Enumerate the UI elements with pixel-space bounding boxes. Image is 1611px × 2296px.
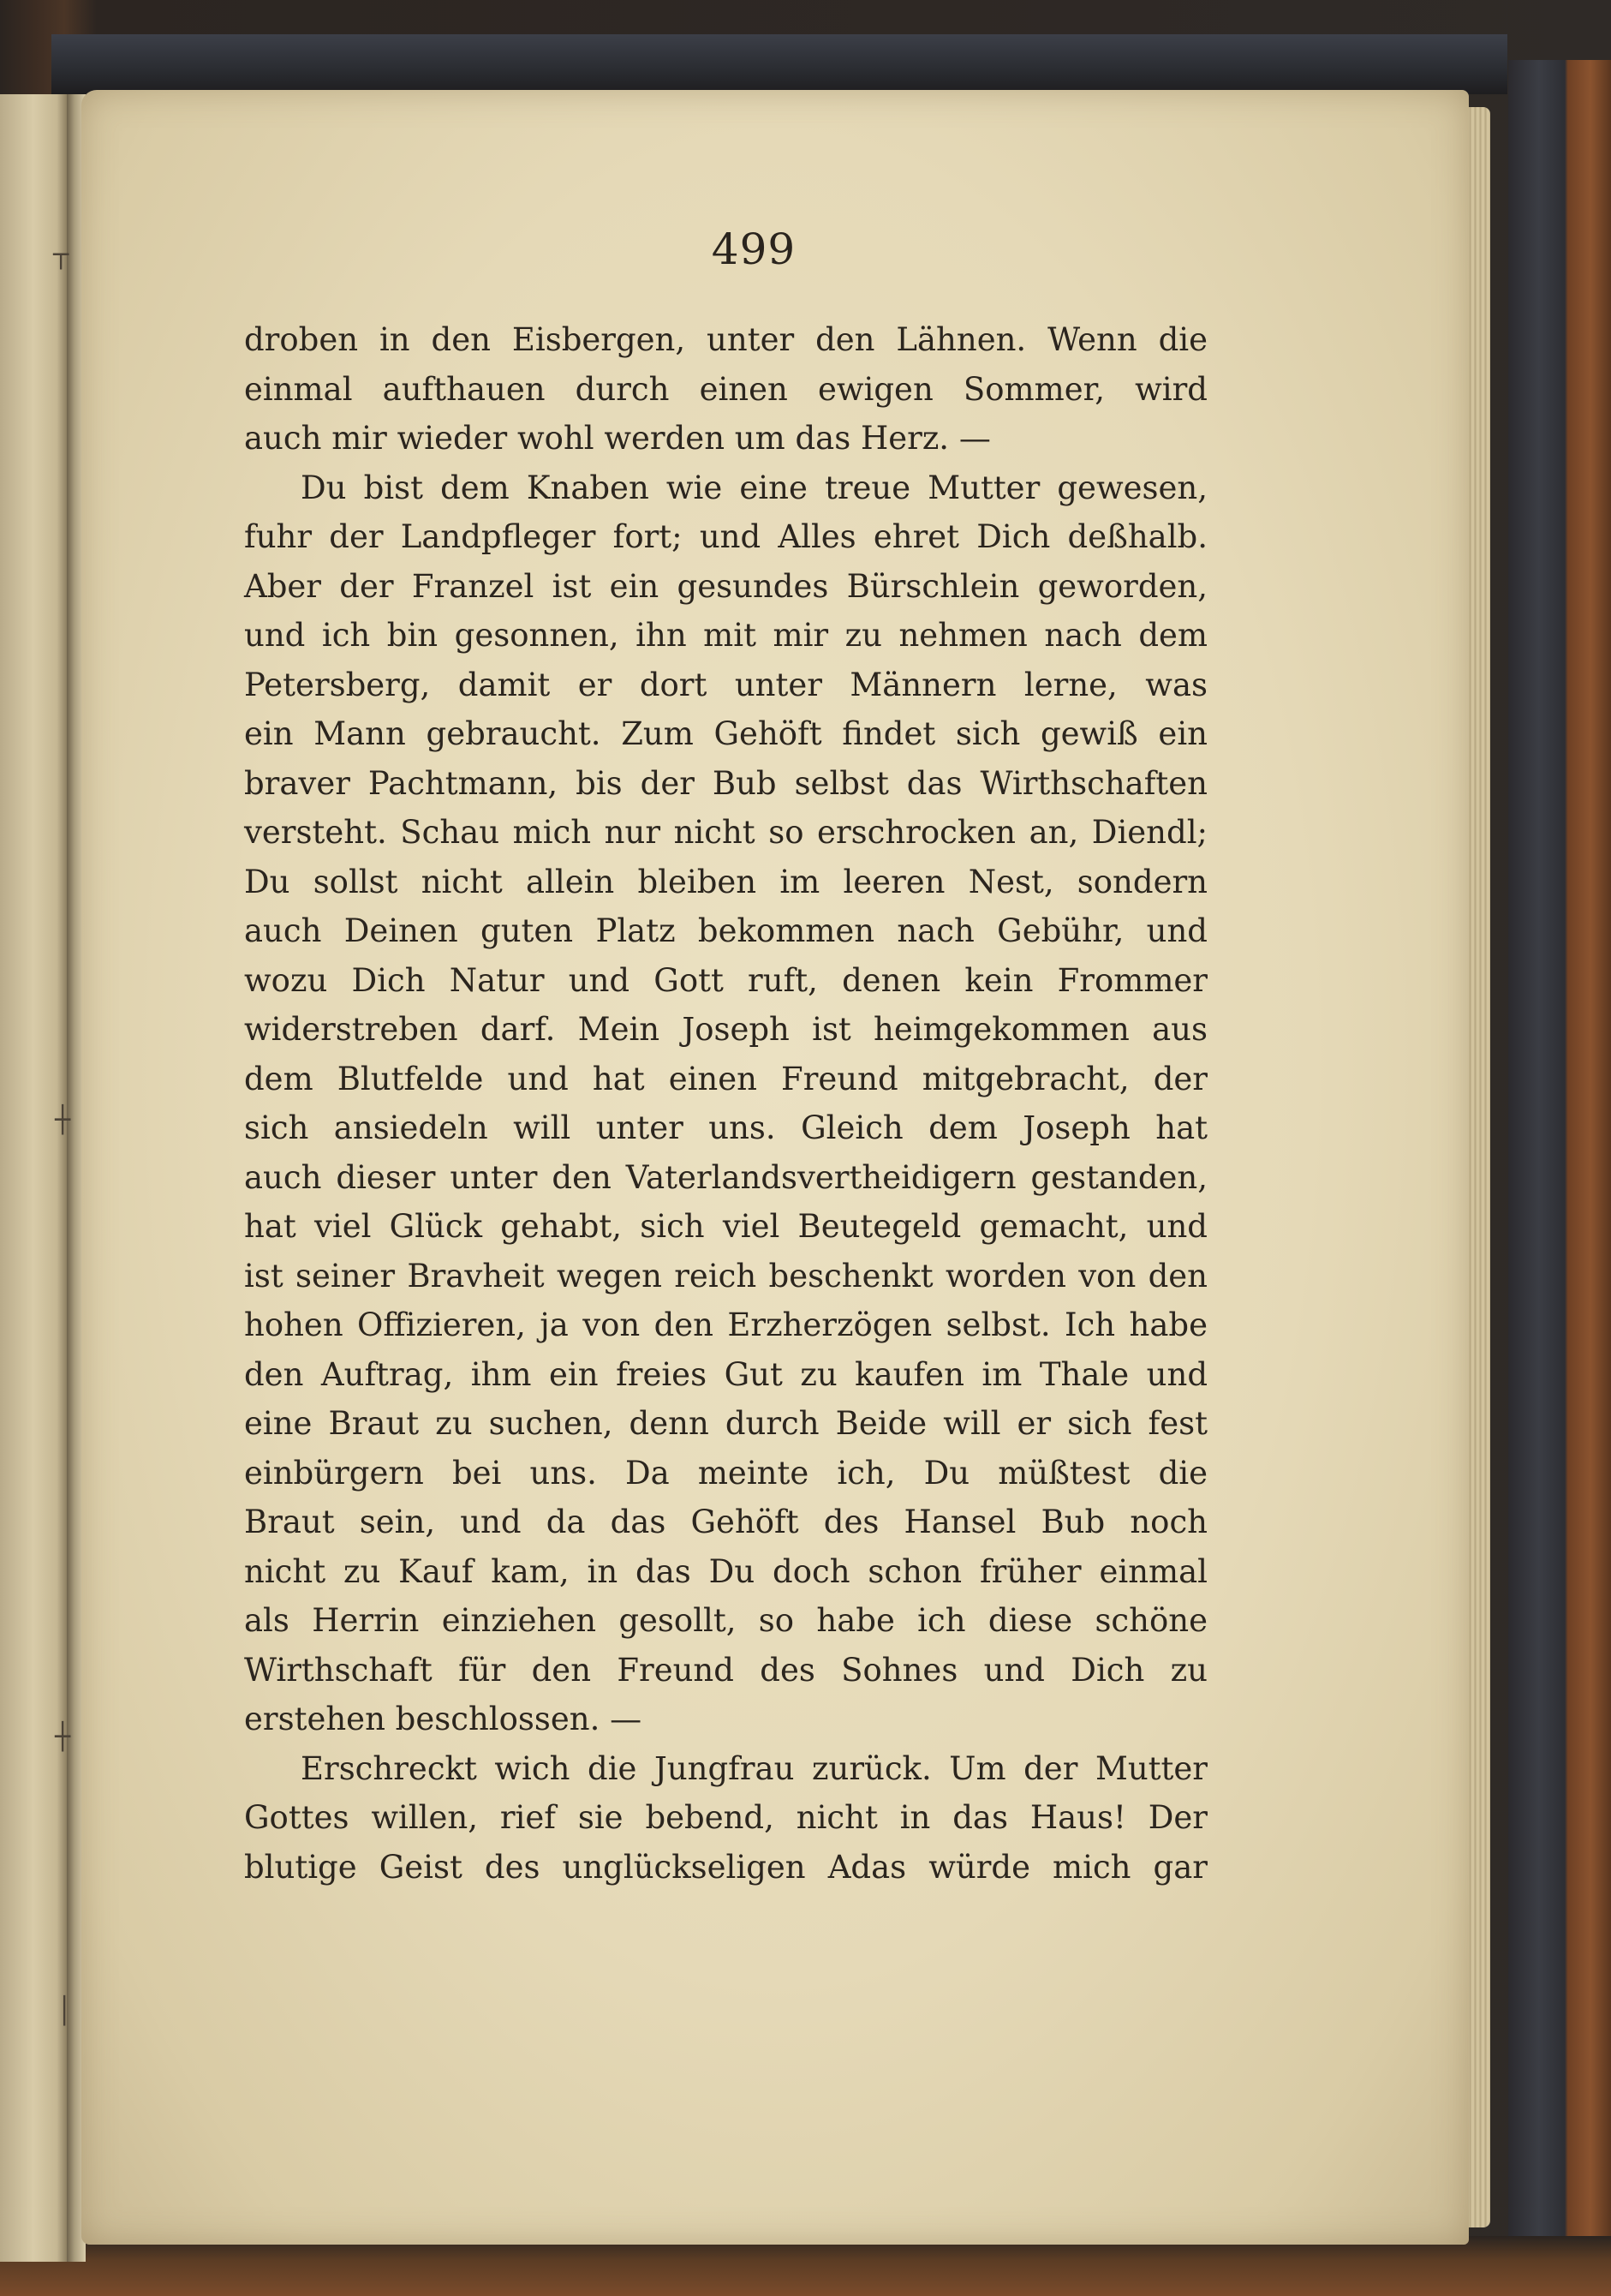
text-line: versteht. Schau mich nur nicht so erschrocken an, Diendl;: [244, 814, 1208, 851]
cover-right-edge: [1508, 60, 1611, 2253]
text-line: wozu Dich Natur und Gott ruft, denen kein Frommer: [244, 961, 1208, 999]
text-line: einmal aufthauen durch einen ewigen Sommer, wird: [244, 370, 1208, 408]
text-line: Du sollst nicht allein bleiben im leeren Nest, sondern: [244, 863, 1208, 900]
cover-top-edge: [51, 34, 1507, 94]
left-page-edge: [0, 94, 67, 2262]
text-line: Braut sein, und da das Gehöft des Hansel Bub noch: [244, 1504, 1208, 1540]
text-line: den Auftrag, ihm ein freies Gut zu kaufen im Thale und: [244, 1355, 1208, 1393]
body-text: [244, 315, 1208, 1892]
text-line: hat viel Glück gehabt, sich viel Beutegeld gemacht, und: [244, 1208, 1208, 1245]
text-line: Petersberg, damit er dort unter Männern lerne, was: [244, 666, 1208, 703]
text-line: nicht zu Kauf kam, in das Du doch schon früher einmal: [244, 1552, 1208, 1590]
text-line: blutige Geist des unglückseligen Adas würde mich gar: [244, 1848, 1208, 1886]
binding-thread-mark: ┬: [53, 240, 69, 270]
binding-thread-mark: ┼: [55, 1105, 71, 1135]
page-number: 499: [711, 224, 797, 274]
cover-bottom-edge: [0, 2236, 1611, 2296]
text-line: auch dieser unter den Vaterlandsvertheidigern gestanden,: [244, 1158, 1208, 1196]
text-line: braver Pachtmann, bis der Bub selbst das Wirthschaften: [244, 764, 1208, 802]
text-line: erstehen beschlossen. —: [244, 1701, 642, 1737]
text-line: Wirthschaft für den Freund des Sohnes und Dich zu: [244, 1651, 1208, 1689]
text-line: ist seiner Bravheit wegen reich beschenkt worden von den: [244, 1257, 1208, 1294]
text-line: Du bist dem Knaben wie eine treue Mutter gewesen,: [301, 469, 1208, 506]
text-line: fuhr der Landpfleger fort; und Alles ehret Dich deßhalb.: [244, 518, 1208, 555]
binding-thread-mark: ┼: [55, 1722, 71, 1752]
text-line: als Herrin einziehen gesollt, so habe ich diese schöne: [244, 1602, 1208, 1639]
text-line: sich ansiedeln will unter uns. Gleich dem Joseph hat: [244, 1109, 1208, 1146]
text-line: ein Mann gebraucht. Zum Gehöft findet sich gewiß ein: [244, 715, 1208, 752]
text-line: auch mir wieder wohl werden um das Herz. —: [244, 420, 991, 457]
text-line: auch Deinen guten Platz bekommen nach Gebühr, und: [244, 912, 1208, 949]
text-line: dem Blutfelde und hat einen Freund mitgebracht, der: [244, 1060, 1208, 1097]
text-line: hohen Offizieren, ja von den Erzherzögen selbst. Ich habe: [244, 1306, 1208, 1343]
text-line: widerstreben darf. Mein Joseph ist heimgekommen aus: [244, 1011, 1208, 1048]
text-line: Aber der Franzel ist ein gesundes Bürschlein geworden,: [244, 567, 1208, 605]
binding-thread-mark: │: [57, 1996, 73, 2026]
text-line: Erschreckt wich die Jungfrau zurück. Um der Mutter: [301, 1749, 1208, 1787]
text-line: und ich bin gesonnen, ihn mit mir zu nehmen nach dem: [244, 617, 1208, 654]
text-line: eine Braut zu suchen, denn durch Beide will er sich fest: [244, 1405, 1208, 1442]
text-line: einbürgern bei uns. Da meinte ich, Du müßtest die: [244, 1454, 1208, 1492]
text-line: Gottes willen, rief sie bebend, nicht in das Haus! Der: [244, 1799, 1208, 1836]
text-line: droben in den Eisbergen, unter den Lähnen. Wenn die: [244, 321, 1208, 358]
